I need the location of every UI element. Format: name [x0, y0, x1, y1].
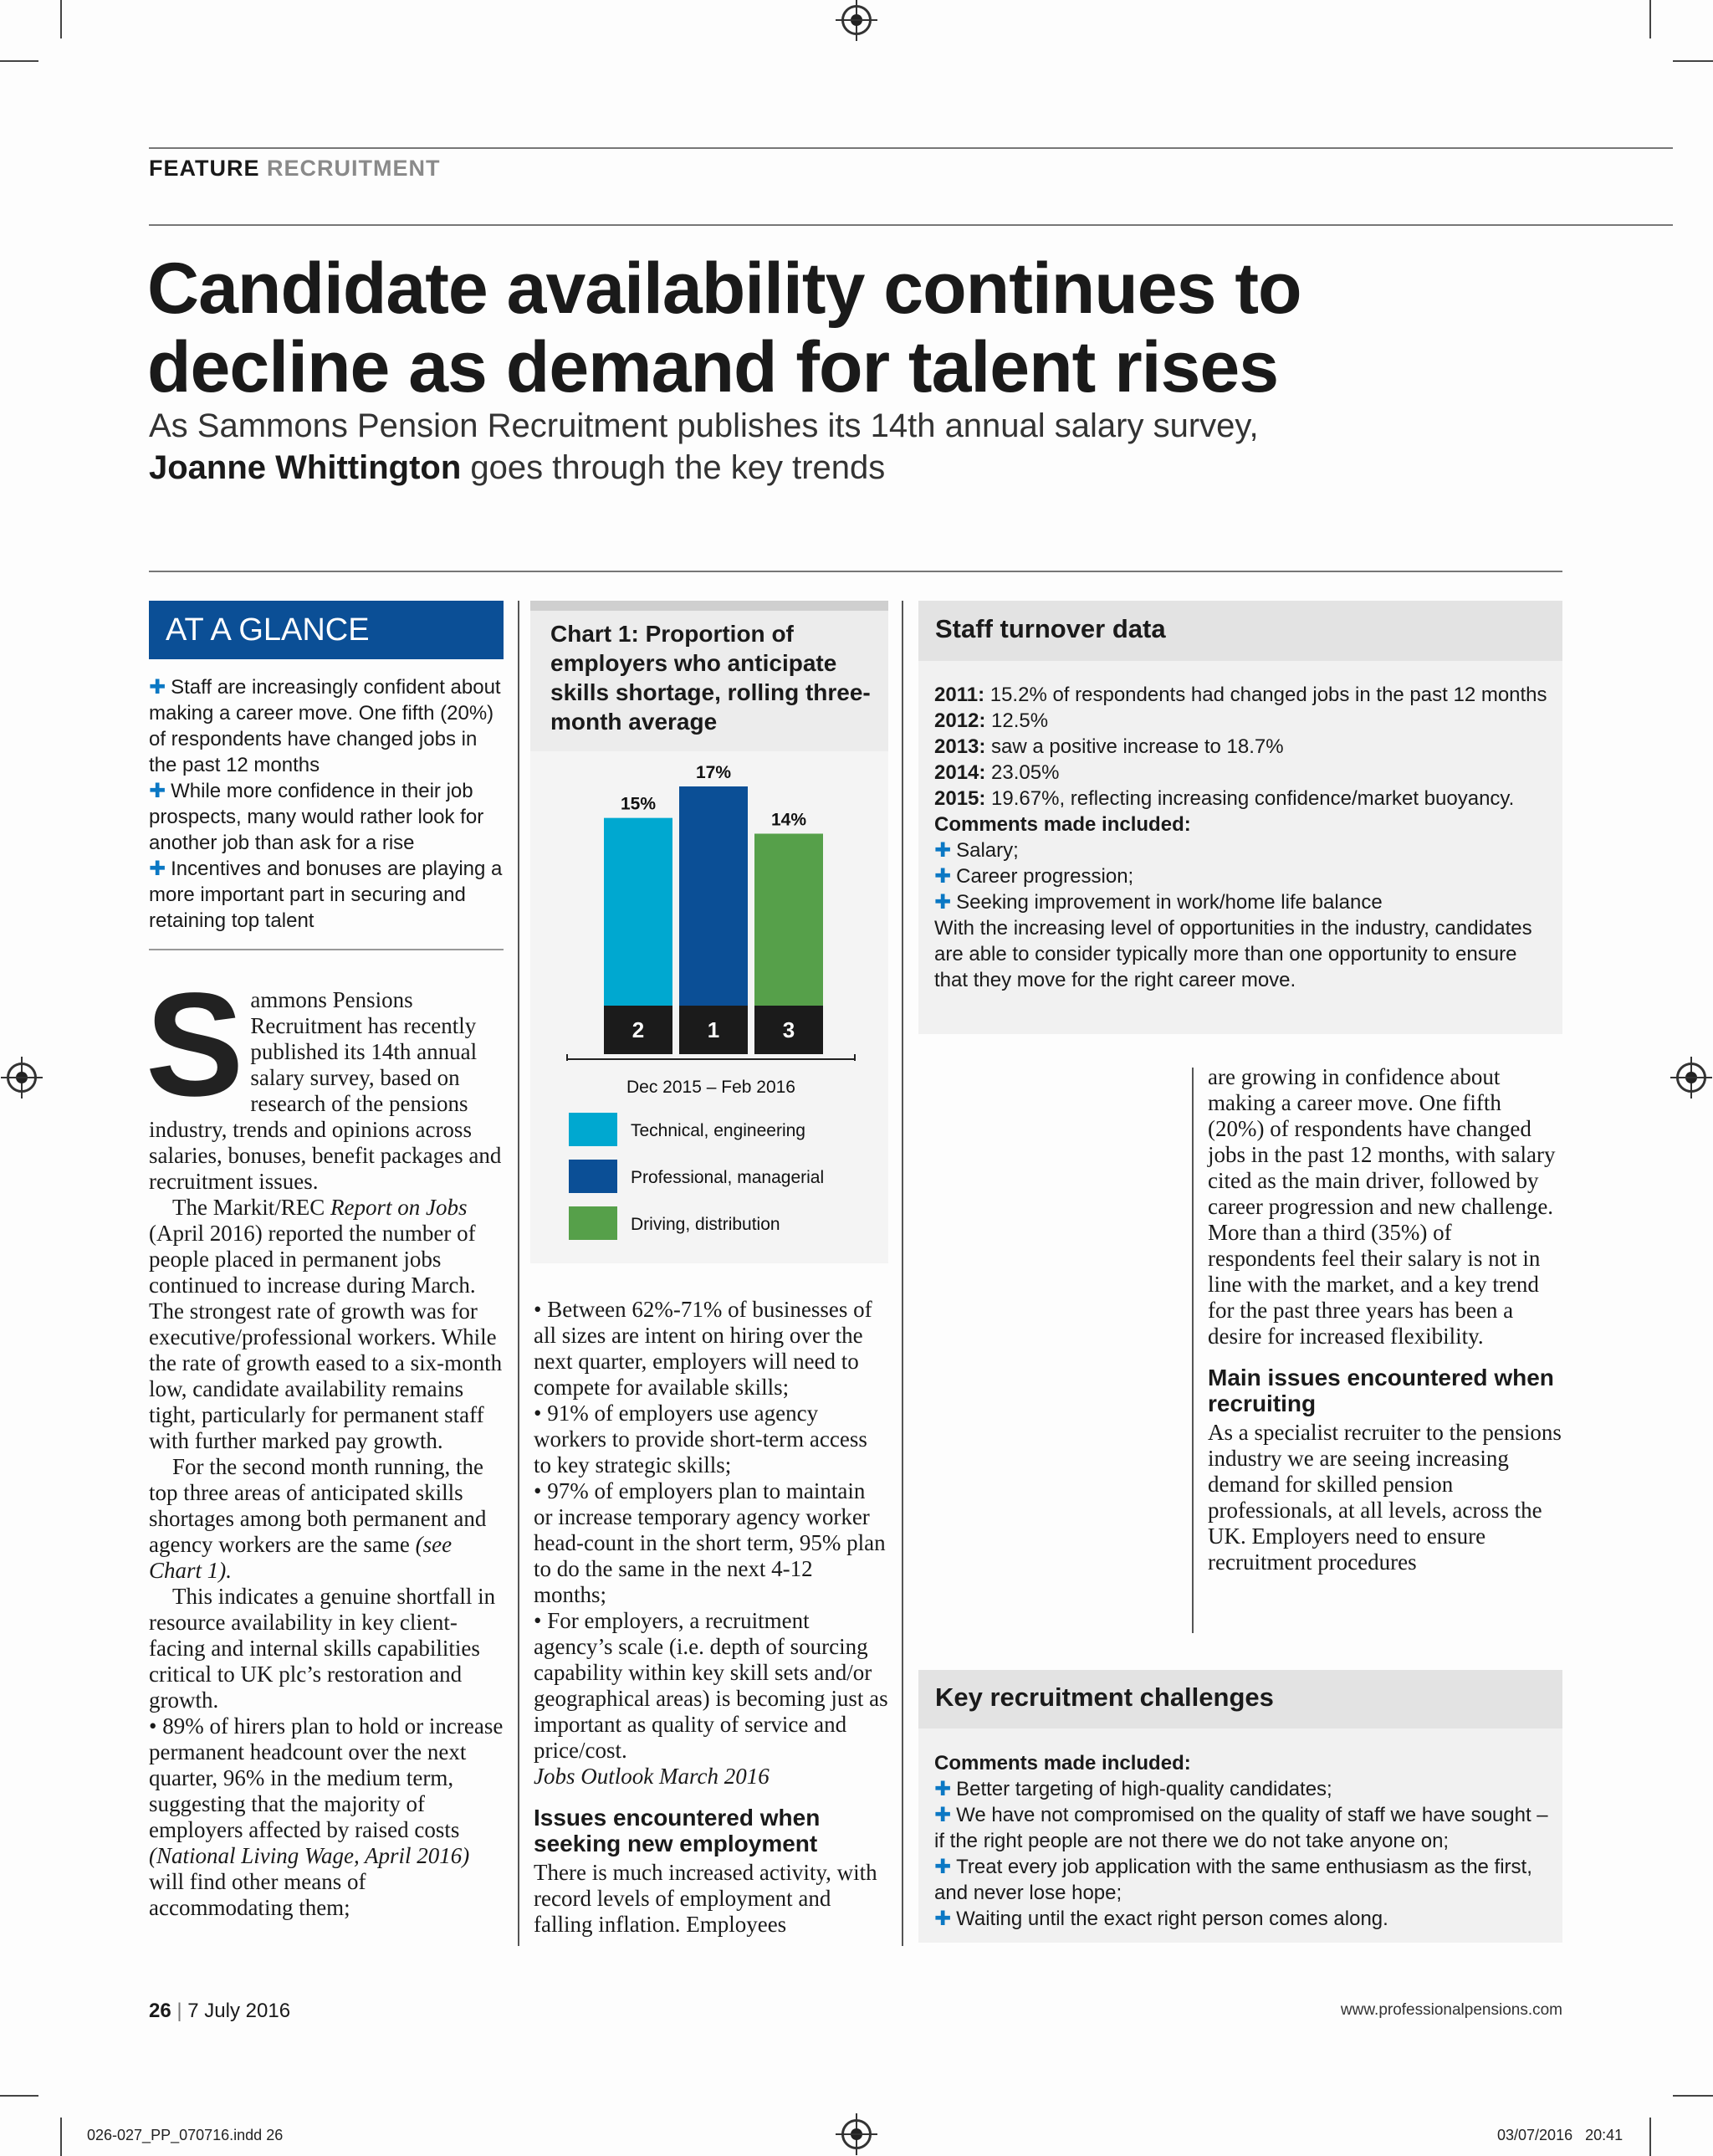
comment-item: ✚ Seeking improvement in work/home life balance — [934, 891, 1383, 914]
crop-mark — [1649, 2118, 1651, 2156]
file-slug: 026-027_PP_070716.indd 26 — [87, 2127, 284, 2143]
plus-icon: ✚ — [934, 839, 952, 862]
kicker-topic: RECRUITMENT — [267, 156, 441, 181]
column-1 — [146, 963, 505, 1921]
page-footer: 26 | 7 July 2016 — [149, 2000, 291, 2022]
headline-line-2: decline as demand for talent rises — [147, 327, 1279, 407]
glance-rule — [149, 949, 504, 950]
registration-mark-icon — [841, 5, 872, 35]
turnover-row: 2011: 15.2% of respondents had changed jobs in the past 12 months — [934, 684, 1547, 706]
bullet-item: • For employers, a recruitment agency’s scale (i.e. depth of sourcing capability within key skill sets and/or geographical areas) is becoming just as important as quality of service and price/cost. — [534, 1608, 888, 1763]
comment-item: ✚ Salary; — [934, 839, 1019, 862]
registration-mark-icon — [7, 1063, 37, 1093]
column-3 — [1208, 1064, 1562, 1575]
comments-label: Comments made included: — [934, 813, 1191, 836]
challenges-body — [934, 1750, 1553, 1932]
column-divider — [902, 601, 903, 1946]
registration-mark-icon — [841, 2119, 872, 2149]
subhead: Issues encountered when seeking new employment — [534, 1805, 821, 1856]
headline — [147, 249, 1452, 407]
crop-mark — [0, 2095, 38, 2097]
bullet-item: • 89% of hirers plan to hold or increase permanent headcount over the next quarter, 96% in the medium term, suggesting that the majority of employers affected by raised costs (National Living Wage, April 2016) will find other means of accommodating them; — [149, 1713, 504, 1920]
column-2 — [534, 1297, 888, 1938]
standfirst — [149, 405, 1404, 489]
legend-label: Technical, engineering — [631, 1121, 805, 1140]
challenge-item: ✚ Treat every job application with the same enthusiasm as the first, and never lose hope; — [934, 1856, 1532, 1904]
turnover-closing: With the increasing level of opportunities in the industry, candidates are able to consider typically more than one opportunity to ensure that they move for the right career move. — [934, 917, 1532, 991]
challenge-item: ✚ Waiting until the exact right person comes along. — [934, 1908, 1388, 1930]
rank-label: 3 — [782, 1017, 795, 1042]
turnover-row: 2015: 19.67%, reflecting increasing confidence/market buoyancy. — [934, 787, 1515, 810]
legend-swatch — [569, 1206, 617, 1240]
issue-date: 7 July 2016 — [187, 2000, 291, 2022]
glance-item: ✚ Incentives and bonuses are playing a more important part in securing and retaining top talent — [149, 858, 503, 932]
bar-value-label: 15% — [620, 794, 657, 814]
turnover-row: 2014: 23.05% — [934, 761, 1060, 784]
bullet-item: • Between 62%-71% of businesses of all sizes are intent on hiring over the next quarter, employers will need to compete for available skills; — [534, 1297, 872, 1400]
bullet-item: • 97% of employers plan to maintain or increase temporary agency worker head-count in the short term, 95% plan to do the same in the next 4-12 months; — [534, 1478, 886, 1607]
rank-label: 1 — [707, 1017, 720, 1042]
page-number: 26 — [149, 2000, 171, 2022]
column-divider — [518, 601, 519, 1946]
standfirst-rest: goes through the key trends — [470, 449, 886, 486]
challenge-item: ✚ We have not compromised on the quality of staff we have sought – if the right people are not there we do not take anyone on; — [934, 1804, 1548, 1852]
turnover-body — [934, 682, 1553, 993]
paragraph: There is much increased activity, with record levels of employment and falling inflation. Employees — [534, 1860, 877, 1937]
plus-icon: ✚ — [934, 865, 952, 888]
plus-icon: ✚ — [934, 1856, 952, 1878]
site-url: www.professionalpensions.com — [1340, 2001, 1562, 2019]
challenge-item: ✚ Better targeting of high-quality candidates; — [934, 1778, 1332, 1800]
legend-label: Professional, managerial — [631, 1168, 825, 1187]
crop-mark — [1649, 0, 1651, 38]
plus-icon: ✚ — [934, 1804, 952, 1826]
glance-list — [149, 674, 504, 934]
bar-chart — [530, 751, 888, 1263]
crop-mark — [1673, 2095, 1713, 2097]
bar-value-label: 14% — [770, 810, 807, 830]
standfirst-rule — [149, 571, 1562, 572]
crop-mark — [60, 0, 62, 38]
header-rule — [149, 224, 1673, 226]
turnover-row: 2012: 12.5% — [934, 709, 1049, 732]
paragraph: For the second month running, the top three areas of anticipated skills shortages among both permanent and agency workers are the same (see Chart 1). — [149, 1454, 487, 1583]
paragraph: The Markit/REC Report on Jobs (April 2016) reported the number of people placed in permanent jobs continued to increase during March. The strongest rate of growth was for executive/professional workers. While the rate of growth eased to a six-month low, candidate availability remains tight, particularly for permanent staff with further marked pay growth. — [149, 1195, 503, 1453]
chart-title: Chart 1: Proportion of employers who anticipate skills shortage, rolling three-month average — [550, 621, 871, 735]
bullet-item: • 91% of employers use agency workers to provide short-term access to key strategic skills; — [534, 1401, 867, 1477]
subhead: Main issues encountered when recruiting — [1208, 1365, 1554, 1416]
legend-swatch — [569, 1160, 617, 1193]
bar-value-label: 17% — [695, 763, 732, 782]
crop-mark — [0, 60, 38, 62]
rank-label: 2 — [632, 1017, 645, 1042]
chart-top-bar — [530, 601, 888, 611]
legend-label: Driving, distribution — [631, 1215, 780, 1234]
standfirst-text: As Sammons Pension Recruitment publishes its 14th annual salary survey, — [149, 407, 1259, 444]
turnover-title: Staff turnover data — [918, 601, 1562, 661]
registration-mark-icon — [1676, 1063, 1706, 1093]
plus-icon: ✚ — [934, 1778, 952, 1800]
kicker-section: FEATURE — [149, 156, 260, 181]
print-stamp: 03/07/2016 20:41 — [1497, 2127, 1624, 2143]
headline-line-1: Candidate availability continues to — [147, 248, 1301, 329]
column-divider — [1192, 1068, 1194, 1633]
author-name: Joanne Whittington — [149, 449, 462, 486]
paragraph: As a specialist recruiter to the pensions industry we are seeing increasing demand for skilled pension professionals, at all levels, across the UK. Employers need to ensure recruitment procedures — [1208, 1420, 1562, 1575]
plus-icon: ✚ — [149, 676, 166, 699]
crop-mark — [60, 2118, 62, 2156]
legend-swatch — [569, 1113, 617, 1146]
source-credit: Jobs Outlook March 2016 — [534, 1764, 770, 1789]
drop-cap: S — [146, 963, 244, 1127]
chart-xlabel: Dec 2015 – Feb 2016 — [626, 1078, 795, 1097]
plus-icon: ✚ — [934, 1908, 952, 1930]
paragraph: This indicates a genuine shortfall in resource availability in key client-facing and internal skills capabilities critical to UK plc’s restoration and growth. — [149, 1584, 496, 1713]
comment-item: ✚ Career progression; — [934, 865, 1134, 888]
plus-icon: ✚ — [149, 780, 166, 802]
section-kicker — [149, 156, 441, 182]
paragraph: ammons Pensions Recruitment has recently published its 14th annual salary survey, based on research of the pensions industry, trends and opinions across salaries, bonuses, benefit packages and recruitment issues. — [149, 987, 502, 1194]
comments-label: Comments made included: — [934, 1752, 1191, 1774]
header-rule — [149, 147, 1673, 149]
plus-icon: ✚ — [149, 858, 166, 880]
glance-title: AT A GLANCE — [149, 601, 504, 659]
paragraph: are growing in confidence about making a career move. One fifth (20%) of respondents have changed jobs in the past 12 months, with salary cited as the main driver, followed by career progression and new challenge. More than a third (35%) of respondents feel their salary is not in line with the market, and a key trend for the past three years has been a desire for increased flexibility. — [1208, 1064, 1556, 1349]
crop-mark — [1673, 60, 1713, 62]
plus-icon: ✚ — [934, 891, 952, 914]
challenges-title: Key recruitment challenges — [918, 1670, 1562, 1728]
glance-item: ✚ Staff are increasingly confident about making a career move. One fifth (20%) of respondents have changed jobs in the past 12 months — [149, 676, 501, 776]
turnover-row: 2013: saw a positive increase to 18.7% — [934, 735, 1284, 758]
glance-item: ✚ While more confidence in their job prospects, many would rather look for another job than ask for a rise — [149, 780, 484, 854]
